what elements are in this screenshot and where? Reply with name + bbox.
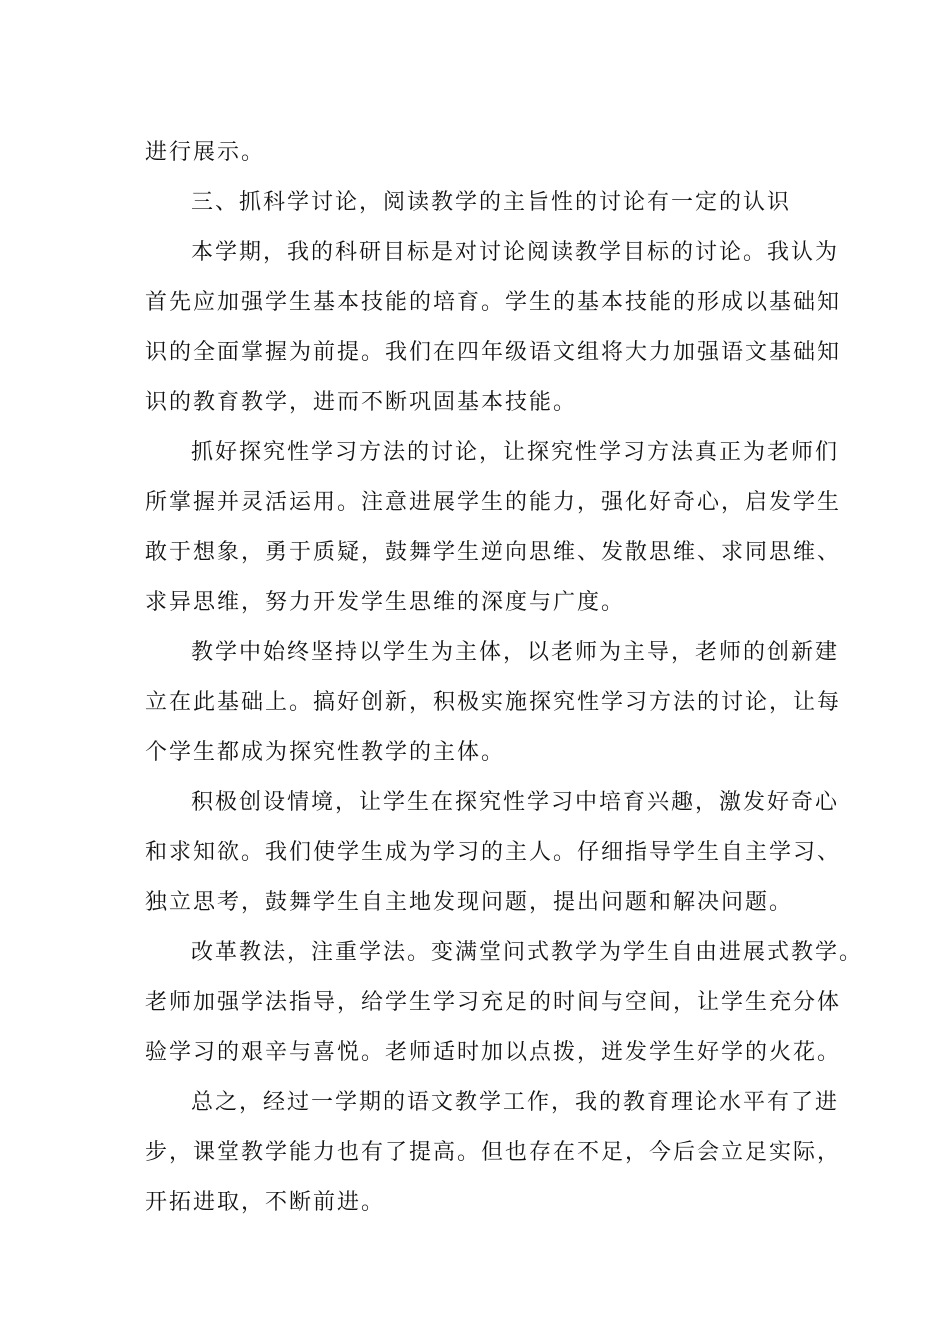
document-body [145,128,864,1228]
text-line: 首先应加强学生基本技能的培育。学生的基本技能的形成以基础知 [145,290,842,315]
text-line: 识的全面掌握为前提。我们在四年级语文组将大力加强语文基础知 [145,340,842,365]
text-line: 所掌握并灵活运用。注意进展学生的能力，强化好奇心，启发学生 [145,490,842,515]
text-line: 和求知欲。我们使学生成为学习的主人。仔细指导学生自主学习、 [145,840,842,865]
text-line: 积极创设情境，让学生在探究性学习中培育兴趣，激发好奇心 [191,790,840,815]
text-line: 开拓进取，不断前进。 [145,1190,386,1215]
text-line: 个学生都成为探究性教学的主体。 [145,740,506,765]
text-line: 老师加强学法指导，给学生学习充足的时间与空间，让学生充分体 [145,990,842,1015]
text-line: 敢于想象，勇于质疑，鼓舞学生逆向思维、发散思维、求同思维、 [145,540,842,565]
text-line: 进行展示。 [145,140,266,165]
text-line: 改革教法，注重学法。变满堂问式教学为学生自由进展式教学。 [191,940,864,965]
text-line: 识的教育教学，进而不断巩固基本技能。 [145,390,578,415]
text-line: 总之，经过一学期的语文教学工作，我的教育理论水平有了进 [191,1090,840,1115]
text-line: 本学期，我的科研目标是对讨论阅读教学目标的讨论。我认为 [191,240,840,265]
text-line: 步，课堂教学能力也有了提高。但也存在不足，今后会立足实际， [145,1140,842,1165]
text-line: 教学中始终坚持以学生为主体，以老师为主导，老师的创新建 [191,640,840,665]
text-line: 求异思维，努力开发学生思维的深度与广度。 [145,590,626,615]
text-line: 立在此基础上。搞好创新，积极实施探究性学习方法的讨论，让每 [145,690,842,715]
text-line: 验学习的艰辛与喜悦。老师适时加以点拨，迸发学生好学的火花。 [145,1040,842,1065]
text-line: 独立思考，鼓舞学生自主地发现问题，提出问题和解决问题。 [145,890,794,915]
section-heading: 三、抓科学讨论，阅读教学的主旨性的讨论有一定的认识 [191,190,792,215]
text-line: 抓好探究性学习方法的讨论，让探究性学习方法真正为老师们 [191,440,840,465]
